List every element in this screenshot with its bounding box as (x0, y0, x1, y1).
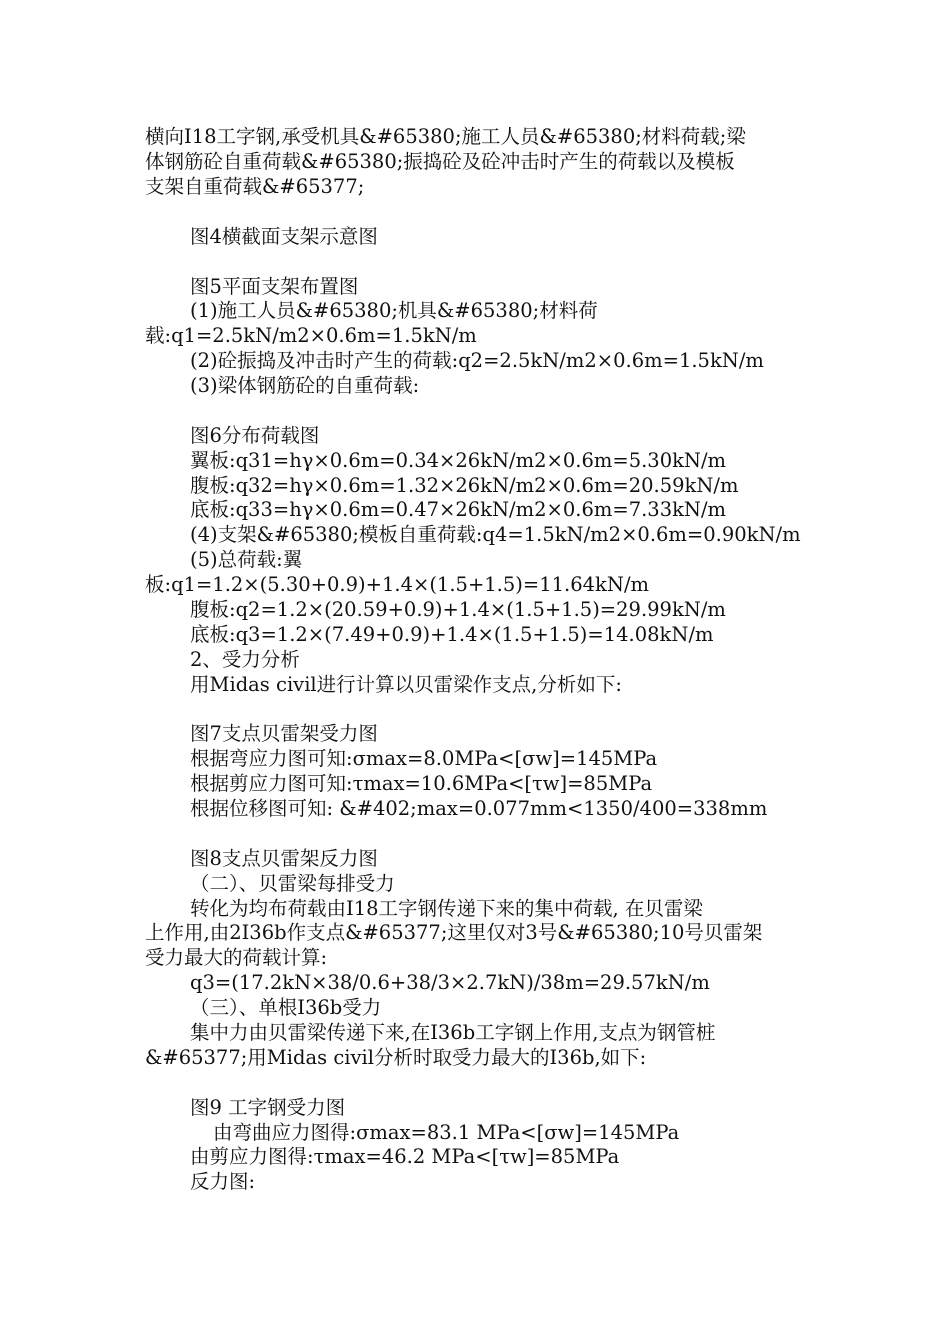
text-line: 集中力由贝雷梁传递下来,在I36b工字钢上作用,支点为钢管桩 (190, 1021, 716, 1044)
text-line: 底板:q33=hγ×0.6m=0.47×26kN/m2×0.6m=7.33kN/m (190, 498, 727, 521)
text-line: 上作用,由2I36b作支点&#65377;这里仅对3号&#65380;10号贝雷架 (145, 921, 763, 944)
text-line: (5)总荷载:翼 (190, 548, 303, 571)
text-line: 根据弯应力图可知:σmax=8.0MPa<[σw]=145MPa (190, 747, 658, 770)
text-line: (2)砼振捣及冲击时产生的荷载:q2=2.5kN/m2×0.6m=1.5kN/m (190, 349, 764, 372)
text-line: (4)支架&#65380;模板自重荷载:q4=1.5kN/m2×0.6m=0.90kN/m (190, 523, 801, 546)
text-line: 根据剪应力图可知:τmax=10.6MPa<[τw]=85MPa (190, 772, 653, 795)
text-line: 体钢筋砼自重荷载&#65380;振捣砼及砼冲击时产生的荷载以及模板 (145, 150, 735, 173)
figure-caption: 图4横截面支架示意图 (190, 225, 378, 248)
figure-caption: 图5平面支架布置图 (190, 275, 359, 298)
figure-caption: 图8支点贝雷架反力图 (190, 847, 378, 870)
figure-caption: 图6分布荷载图 (190, 424, 320, 447)
text-line: 反力图: (190, 1170, 256, 1193)
text-line: 由剪应力图得:τmax=46.2 MPa<[τw]=85MPa (190, 1145, 620, 1168)
text-line: 腹板:q32=hγ×0.6m=1.32×26kN/m2×0.6m=20.59kN/m (190, 474, 739, 497)
text-line: q3=(17.2kN×38/0.6+38/3×2.7kN)/38m=29.57kN/m (190, 971, 710, 994)
text-line: (3)梁体钢筋砼的自重荷载: (190, 374, 420, 397)
figure-caption: 图9 工字钢受力图 (190, 1096, 346, 1119)
text-line: 由弯曲应力图得:σmax=83.1 MPa<[σw]=145MPa (213, 1121, 680, 1144)
text-line: 板:q1=1.2×(5.30+0.9)+1.4×(1.5+1.5)=11.64kN/m (145, 573, 650, 596)
text-line: 受力最大的荷载计算: (145, 946, 328, 969)
section-heading: 2、受力分析 (190, 648, 300, 671)
text-line: 用Midas civil进行计算以贝雷梁作支点,分析如下: (190, 673, 622, 696)
text-line: 根据位移图可知: &#402;max=0.077mm<1350/400=338mm (190, 797, 768, 820)
section-heading: （三）、单根I36b受力 (190, 996, 382, 1019)
text-line: 支架自重荷载&#65377; (145, 175, 365, 198)
text-line: 转化为均布荷载由I18工字钢传递下来的集中荷载, 在贝雷梁 (190, 897, 703, 920)
text-line: 载:q1=2.5kN/m2×0.6m=1.5kN/m (145, 324, 477, 347)
text-line: &#65377;用Midas civil分析时取受力最大的I36b,如下: (145, 1046, 647, 1069)
text-line: 横向I18工字钢,承受机具&#65380;施工人员&#65380;材料荷载;梁 (145, 125, 746, 148)
figure-caption: 图7支点贝雷架受力图 (190, 722, 378, 745)
text-line: (1)施工人员&#65380;机具&#65380;材料荷 (190, 299, 598, 322)
text-line: 翼板:q31=hγ×0.6m=0.34×26kN/m2×0.6m=5.30kN/m (190, 449, 727, 472)
text-line: 腹板:q2=1.2×(20.59+0.9)+1.4×(1.5+1.5)=29.99kN/m (190, 598, 726, 621)
text-line: 底板:q3=1.2×(7.49+0.9)+1.4×(1.5+1.5)=14.08kN/m (190, 623, 714, 646)
section-heading: （二）、贝雷梁每排受力 (190, 872, 395, 895)
